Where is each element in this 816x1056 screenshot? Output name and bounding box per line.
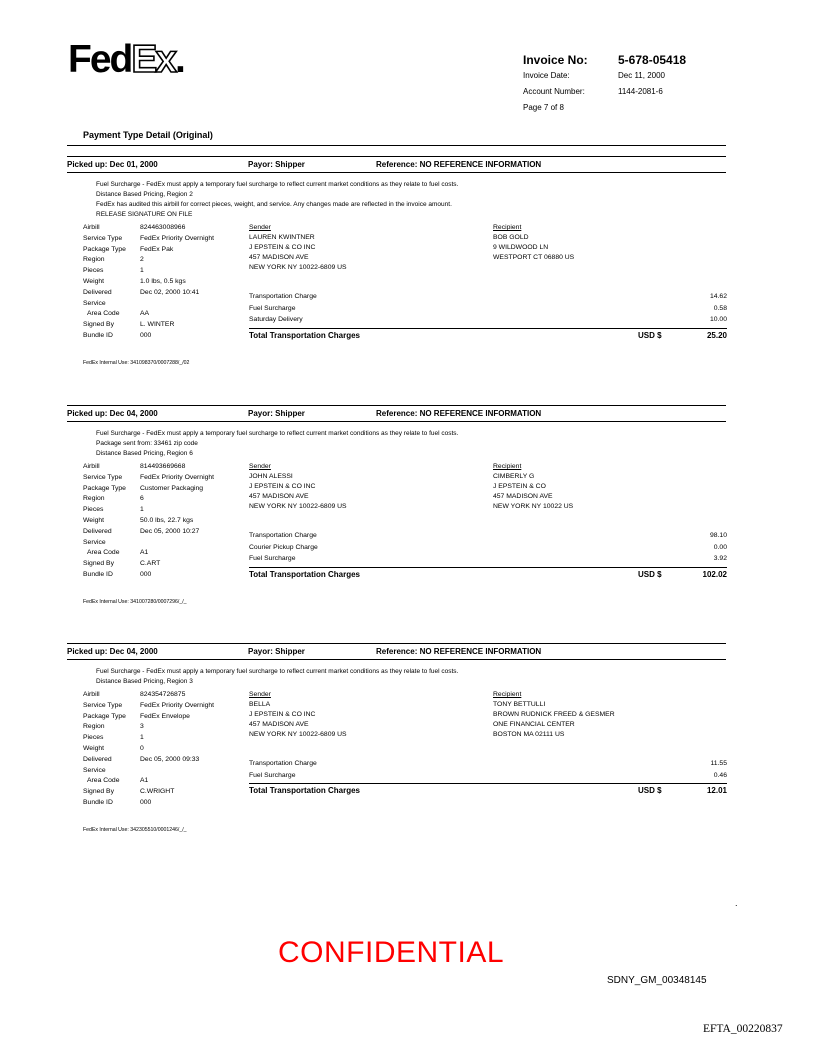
total-rule	[249, 328, 727, 329]
sender-line: BELLA	[249, 701, 271, 708]
meta-value-airbill: 824463008966	[140, 224, 186, 231]
charge-label: Saturday Delivery	[249, 316, 303, 323]
recipient-line: BROWN RUDNICK FREED & GESMER	[493, 711, 615, 718]
meta-value-region: 2	[140, 256, 144, 264]
meta-label-area-code: Area Code	[87, 549, 120, 557]
charge-label: Fuel Surcharge	[249, 771, 296, 779]
note-line: Fuel Surcharge - FedEx must apply a temporary fuel surcharge to reflect current market conditions as they relate to fuel costs.	[96, 430, 459, 437]
meta-label-bundle-id: Bundle ID	[83, 331, 113, 339]
charge-amount: 98.10	[709, 532, 727, 539]
charge-row	[249, 303, 727, 315]
shipment-header	[67, 647, 726, 659]
total-row	[249, 570, 727, 582]
recipient-line: CIMBERLY G	[493, 473, 535, 480]
meta-value-airbill: 824354726875	[140, 691, 186, 698]
shipment-top-rule	[67, 643, 726, 644]
meta-label-bundle-id: Bundle ID	[83, 798, 113, 806]
note-line: Package sent from: 33461 zip code	[96, 440, 198, 447]
meta-value-area-code: A1	[140, 549, 149, 557]
internal-use-code: FedEx Internal Use: 342305510/0001246/_/_	[83, 826, 187, 833]
meta-label-airbill: Airbill	[83, 224, 100, 231]
meta-value-pieces: 1	[140, 734, 144, 742]
meta-value-signed-by: C.WRIGHT	[140, 788, 175, 796]
charge-amount: 0.58	[713, 304, 727, 312]
stray-dot: .	[735, 898, 738, 908]
note-line: RELEASE SIGNATURE ON FILE	[96, 211, 193, 218]
meta-value-package-type: Customer Packaging	[140, 484, 204, 492]
recipient-line: BOB GOLD	[493, 234, 529, 241]
shipment-top-rule	[67, 405, 726, 406]
meta-label-package-type: Package Type	[83, 245, 126, 253]
meta-label-airbill: Airbill	[83, 691, 100, 698]
recipient-line: 9 WILDWOOD LN	[493, 244, 549, 251]
sender-line: NEW YORK NY 10022-6809 US	[249, 264, 347, 271]
meta-label-package-type: Package Type	[83, 712, 126, 720]
meta-label-service-type: Service Type	[83, 701, 123, 709]
total-rule	[249, 783, 727, 784]
recipient-address	[493, 690, 615, 740]
meta-value-region: 6	[140, 495, 144, 503]
meta-value-delivered: Dec 05, 2000 09:33	[140, 755, 200, 763]
currency-label: USD $	[638, 569, 662, 579]
charge-row	[249, 314, 727, 326]
charge-amount: 0.00	[713, 543, 727, 551]
charge-row	[249, 530, 727, 542]
meta-label-service: Service	[83, 299, 106, 307]
picked-up: Picked up: Dec 04, 2000	[67, 409, 158, 418]
charge-label: Transportation Charge	[249, 293, 317, 300]
meta-label-region: Region	[83, 723, 105, 731]
account-number-label: Account Number:	[523, 87, 585, 96]
meta-label-region: Region	[83, 495, 105, 503]
meta-label-package-type: Package Type	[83, 484, 126, 492]
meta-label-weight: Weight	[83, 516, 105, 524]
meta-label-service: Service	[83, 766, 106, 774]
shipment-header-rule	[67, 421, 726, 422]
invoice-info	[523, 52, 686, 116]
charge-amount: 0.46	[713, 771, 727, 779]
recipient-line: 457 MADISON AVE	[493, 493, 553, 500]
meta-value-area-code: A1	[140, 777, 149, 785]
charge-row	[249, 542, 727, 554]
sender-line: 457 MADISON AVE	[249, 493, 309, 500]
meta-value-delivered: Dec 05, 2000 10:27	[140, 527, 200, 535]
meta-value-delivered: Dec 02, 2000 10:41	[140, 288, 200, 296]
meta-label-airbill: Airbill	[83, 463, 100, 470]
meta-label-delivered: Delivered	[83, 288, 112, 296]
total-amount: 102.02	[702, 569, 727, 579]
charge-label: Transportation Charge	[249, 760, 317, 767]
reference: Reference: NO REFERENCE INFORMATION	[376, 647, 542, 656]
meta-label-signed-by: Signed By	[83, 560, 114, 568]
total-label: Total Transportation Charges	[249, 330, 360, 340]
charge-label: Fuel Surcharge	[249, 304, 296, 312]
shipment-header-rule	[67, 659, 726, 660]
currency-label: USD $	[638, 330, 662, 340]
reference: Reference: NO REFERENCE INFORMATION	[376, 409, 542, 418]
reference: Reference: NO REFERENCE INFORMATION	[376, 160, 542, 169]
meta-value-signed-by: L. WINTER	[140, 321, 175, 329]
invoice-date-label: Invoice Date:	[523, 71, 570, 80]
sender-line: J EPSTEIN & CO INC	[249, 244, 316, 251]
meta-value-package-type: FedEx Envelope	[140, 712, 190, 720]
recipient-heading: Recipient	[493, 463, 522, 470]
bates-number: SDNY_GM_00348145	[607, 975, 707, 986]
sender-line: NEW YORK NY 10022-6809 US	[249, 731, 347, 738]
internal-use-code: FedEx Internal Use: 341007280/0007296/_/_	[83, 598, 187, 605]
account-number-value: 1144-2081-6	[618, 87, 663, 96]
shipment-header	[67, 160, 726, 172]
recipient-address	[493, 462, 573, 512]
meta-label-pieces: Pieces	[83, 267, 104, 275]
meta-value-area-code: AA	[140, 310, 150, 318]
picked-up: Picked up: Dec 04, 2000	[67, 647, 158, 656]
recipient-line: BOSTON MA 02111 US	[493, 731, 565, 738]
meta-value-bundle-id: 000	[140, 798, 152, 806]
meta-value-bundle-id: 000	[140, 331, 152, 339]
fedex-logo: FedEx.	[68, 38, 184, 81]
sender-line: 457 MADISON AVE	[249, 721, 309, 728]
invoice-date-value: Dec 11, 2000	[618, 71, 665, 80]
meta-label-weight: Weight	[83, 744, 105, 752]
meta-value-weight: 1.0 lbs, 0.5 kgs	[140, 277, 186, 285]
charges-list	[249, 530, 727, 565]
charge-amount: 3.92	[713, 555, 727, 562]
meta-label-delivered: Delivered	[83, 527, 112, 535]
charge-row	[249, 553, 727, 565]
total-rule	[249, 567, 727, 568]
charges-list	[249, 758, 727, 781]
meta-value-bundle-id: 000	[140, 570, 152, 578]
meta-value-signed-by: C.ART	[140, 560, 161, 568]
recipient-line: WESTPORT CT 06880 US	[493, 254, 575, 261]
internal-use-code: FedEx Internal Use: 341098370/0007288/_/02	[83, 359, 190, 366]
total-row	[249, 786, 727, 798]
picked-up: Picked up: Dec 01, 2000	[67, 160, 158, 169]
shipment-notes	[96, 429, 458, 459]
sender-line: 457 MADISON AVE	[249, 254, 309, 261]
meta-label-service-type: Service Type	[83, 473, 123, 481]
meta-label-delivered: Delivered	[83, 755, 112, 763]
payor: Payor: Shipper	[248, 160, 305, 169]
total-label: Total Transportation Charges	[249, 786, 360, 795]
total-amount: 25.20	[706, 330, 727, 340]
invoice-no-label: Invoice No:	[523, 53, 588, 67]
note-line: Distance Based Pricing, Region 2	[96, 191, 193, 198]
note-line: Fuel Surcharge - FedEx must apply a temporary fuel surcharge to reflect current market conditions as they relate to fuel costs.	[96, 181, 459, 188]
meta-label-pieces: Pieces	[83, 734, 104, 742]
meta-value-pieces: 1	[140, 506, 144, 514]
meta-label-signed-by: Signed By	[83, 788, 114, 796]
charge-label: Fuel Surcharge	[249, 555, 296, 562]
meta-value-airbill: 814493669668	[140, 463, 186, 470]
charge-amount: 10.00	[709, 316, 727, 323]
charge-label: Transportation Charge	[249, 532, 317, 539]
sender-heading: Sender	[249, 224, 271, 231]
shipment-notes	[96, 180, 458, 220]
charge-amount: 11.55	[710, 760, 727, 767]
recipient-line: NEW YORK NY 10022 US	[493, 503, 574, 510]
recipient-line: J EPSTEIN & CO	[493, 483, 546, 490]
shipment-header-rule	[67, 172, 726, 173]
meta-value-weight: 0	[140, 744, 144, 752]
charge-row	[249, 758, 727, 770]
recipient-address	[493, 223, 574, 263]
note-line: Fuel Surcharge - FedEx must apply a temporary fuel surcharge to reflect current market conditions as they relate to fuel costs.	[96, 668, 459, 675]
meta-label-area-code: Area Code	[87, 310, 120, 318]
efta-number: EFTA_00220837	[703, 1023, 783, 1035]
section-title: Payment Type Detail (Original)	[83, 130, 213, 140]
sender-address	[249, 462, 347, 512]
shipment-header	[67, 409, 726, 421]
payor: Payor: Shipper	[248, 647, 305, 656]
meta-value-pieces: 1	[140, 267, 144, 275]
sender-heading: Sender	[249, 463, 271, 470]
total-label: Total Transportation Charges	[249, 569, 360, 579]
meta-label-bundle-id: Bundle ID	[83, 570, 113, 578]
recipient-line: TONY BETTULLI	[493, 701, 546, 708]
sender-heading: Sender	[249, 691, 271, 698]
meta-label-region: Region	[83, 256, 105, 264]
meta-value-package-type: FedEx Pak	[140, 245, 174, 253]
recipient-heading: Recipient	[493, 691, 522, 698]
meta-value-weight: 50.0 lbs, 22.7 kgs	[140, 516, 194, 524]
charge-label: Courier Pickup Charge	[249, 543, 318, 551]
total-row	[249, 331, 727, 343]
recipient-line: ONE FINANCIAL CENTER	[493, 721, 575, 728]
sender-address	[249, 223, 347, 273]
charge-row	[249, 770, 727, 782]
note-line: FedEx has audited this airbill for correct pieces, weight, and service. Any changes made are reflected in the invoice amount.	[96, 201, 452, 208]
meta-value-service-type: FedEx Priority Overnight	[140, 701, 215, 709]
currency-label: USD $	[638, 786, 662, 795]
charge-row	[249, 291, 727, 303]
note-line: Distance Based Pricing, Region 3	[96, 678, 193, 685]
meta-label-area-code: Area Code	[87, 777, 120, 785]
invoice-no-value: 5-678-05418	[618, 53, 687, 67]
meta-label-weight: Weight	[83, 277, 105, 285]
charge-amount: 14.62	[709, 293, 727, 300]
recipient-heading: Recipient	[493, 224, 522, 231]
confidential-stamp: CONFIDENTIAL	[278, 936, 505, 969]
sender-line: NEW YORK NY 10022-6809 US	[249, 503, 347, 510]
note-line: Distance Based Pricing, Region 6	[96, 450, 193, 457]
sender-line: J EPSTEIN & CO INC	[249, 483, 316, 490]
sender-line: LAUREN KWINTNER	[249, 234, 315, 241]
sender-address	[249, 690, 347, 740]
meta-value-service-type: FedEx Priority Overnight	[140, 473, 215, 481]
meta-label-service-type: Service Type	[83, 234, 123, 242]
meta-label-service: Service	[83, 538, 106, 546]
sender-line: J EPSTEIN & CO INC	[249, 711, 316, 718]
page-indicator: Page 7 of 8	[523, 103, 564, 112]
sender-line: JOHN ALESSI	[249, 473, 293, 480]
meta-label-pieces: Pieces	[83, 506, 104, 514]
meta-value-region: 3	[140, 723, 144, 731]
section-divider	[67, 145, 726, 146]
shipment-notes	[96, 667, 458, 687]
total-amount: 12.01	[706, 786, 727, 795]
charges-list	[249, 291, 727, 326]
meta-value-service-type: FedEx Priority Overnight	[140, 234, 215, 242]
payor: Payor: Shipper	[248, 409, 305, 418]
meta-label-signed-by: Signed By	[83, 321, 114, 329]
shipment-top-rule	[67, 156, 726, 157]
